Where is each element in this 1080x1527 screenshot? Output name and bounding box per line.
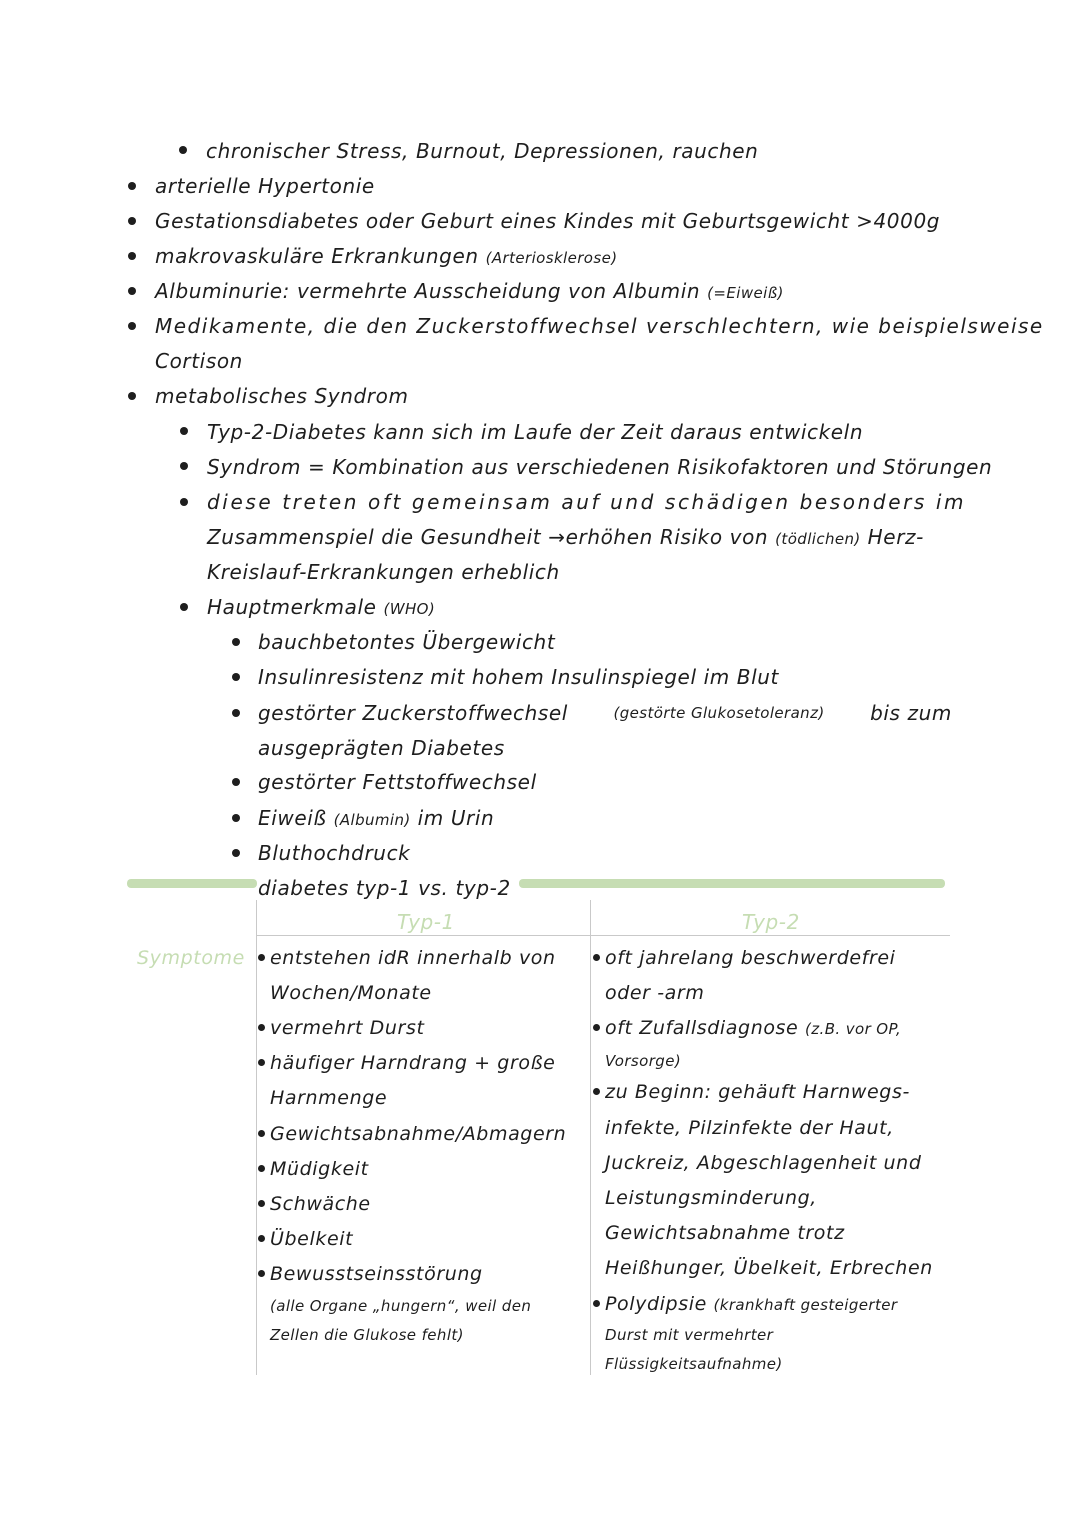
bullet-icon — [232, 814, 240, 822]
list-item-note: (=Eiweiß) — [707, 284, 784, 302]
bullet-icon — [180, 462, 188, 470]
bullet-icon — [179, 146, 187, 154]
table-divider — [256, 900, 257, 1375]
table-divider — [590, 900, 591, 1375]
list-item: Schwäche — [270, 1193, 371, 1215]
list-item-note: Flüssigkeitsaufnahme) — [605, 1355, 783, 1373]
bullet-icon — [258, 1235, 265, 1242]
bullet-icon — [128, 392, 136, 400]
list-item-text: Eiweiß — [258, 806, 327, 830]
list-item — [258, 806, 494, 832]
list-item: entstehen idR innerhalb von — [270, 947, 556, 969]
list-item: Typ-2-Diabetes kann sich im Laufe der Zeit daraus entwickeln — [207, 420, 864, 444]
list-item-continuation: Juckreiz, Abgeschlagenheit und — [605, 1152, 922, 1174]
list-item-note: (Arteriosklerose) — [485, 249, 618, 267]
list-item: Übelkeit — [270, 1228, 354, 1250]
list-item — [155, 279, 784, 305]
bullet-icon — [593, 1024, 600, 1031]
bullet-icon — [180, 603, 188, 611]
list-item-note: (WHO) — [383, 600, 436, 618]
list-item: Bewusstseinsstörung — [270, 1263, 483, 1285]
list-item-continuation: Harnmenge — [270, 1087, 388, 1109]
bullet-icon — [232, 849, 240, 857]
bullet-icon — [593, 1088, 600, 1095]
bullet-icon — [258, 1165, 265, 1172]
list-item-continuation: Kreislauf-Erkrankungen erheblich — [207, 560, 560, 584]
list-item: Müdigkeit — [270, 1158, 369, 1180]
list-item: Syndrom = Kombination aus verschiedenen Risikofaktoren und Störungen — [207, 455, 993, 479]
list-item-note: Vorsorge) — [605, 1052, 682, 1070]
list-item-text: gestörter Zuckerstoffwechsel — [258, 701, 568, 725]
list-item — [155, 244, 617, 270]
list-item: vermehrt Durst — [270, 1017, 425, 1039]
list-item-note: Zellen die Glukose fehlt) — [270, 1326, 464, 1344]
list-item-text: bis zum — [870, 701, 952, 725]
list-item: bauchbetontes Übergewicht — [258, 630, 556, 654]
list-item-note: (tödlichen) — [775, 530, 861, 548]
list-item: chronischer Stress, Burnout, Depressionen, rauchen — [206, 139, 759, 163]
bullet-icon — [258, 954, 265, 961]
list-item: Medikamente, die den Zuckerstoffwechsel verschlechtern, wie beispielsweise — [155, 314, 1044, 338]
bullet-icon — [128, 217, 136, 225]
bullet-icon — [258, 1059, 265, 1066]
list-item-text: Herz- — [867, 525, 924, 549]
list-item-note: (krankhaft gesteigerter — [713, 1296, 898, 1314]
list-item-text: →erhöhen Risiko von — [548, 525, 769, 549]
list-item-text: Albuminurie: vermehrte Ausscheidung von Albumin — [155, 279, 701, 303]
list-item: diese treten oft gemeinsam auf und schädigen besonders im — [207, 490, 967, 514]
list-item-text: oft Zufallsdiagnose — [605, 1017, 799, 1039]
list-item-continuation: Gewichtsabnahme trotz — [605, 1222, 845, 1244]
list-item-continuation: Cortison — [155, 349, 243, 373]
list-item: Gewichtsabnahme/Abmagern — [270, 1123, 567, 1145]
bullet-icon — [258, 1200, 265, 1207]
list-item-continuation: ausgeprägten Diabetes — [258, 736, 505, 760]
list-item-text: Hauptmerkmale — [207, 595, 377, 619]
list-item-text: im Urin — [417, 806, 495, 830]
list-item: Gestationsdiabetes oder Geburt eines Kindes mit Geburtsgewicht >4000g — [155, 209, 941, 233]
bullet-icon — [258, 1270, 265, 1277]
list-item-text: Polydipsie — [605, 1293, 707, 1315]
list-item: Bluthochdruck — [258, 841, 411, 865]
list-item-continuation: Heißhunger, Übelkeit, Erbrechen — [605, 1257, 933, 1279]
list-item: gestörter Fettstoffwechsel — [258, 770, 537, 794]
bullet-icon — [128, 322, 136, 330]
list-item: arterielle Hypertonie — [155, 174, 375, 198]
bullet-icon — [128, 182, 136, 190]
list-item: häufiger Harndrang + große — [270, 1052, 556, 1074]
row-label: Symptome — [137, 947, 245, 969]
bullet-icon — [258, 1130, 265, 1137]
list-item: zu Beginn: gehäuft Harnwegs- — [605, 1081, 910, 1103]
bullet-icon — [232, 778, 240, 786]
bullet-icon — [128, 252, 136, 260]
list-item-note: (z.B. vor OP, — [805, 1020, 902, 1038]
bullet-icon — [593, 954, 600, 961]
bullet-icon — [232, 709, 240, 717]
list-item — [207, 595, 435, 621]
list-item — [258, 701, 952, 725]
bullet-icon — [593, 1300, 600, 1307]
bullet-icon — [232, 673, 240, 681]
list-item-continuation: oder -arm — [605, 982, 705, 1004]
column-header: Typ-2 — [742, 910, 800, 934]
divider — [519, 879, 945, 888]
list-item — [605, 1016, 901, 1041]
column-header: Typ-1 — [397, 910, 455, 934]
list-item: metabolisches Syndrom — [155, 384, 409, 408]
bullet-icon — [128, 287, 136, 295]
list-item: oft jahrelang beschwerdefrei — [605, 947, 896, 969]
list-item — [605, 1292, 897, 1317]
list-item-continuation: Leistungsminderung, — [605, 1187, 817, 1209]
list-item-continuation — [207, 525, 924, 551]
list-item-note: (alle Organe „hungern“, weil den — [270, 1297, 532, 1315]
list-item-note: (gestörte Glukosetoleranz) — [613, 704, 825, 722]
list-item-text: Zusammenspiel die Gesundheit — [207, 525, 542, 549]
bullet-icon — [180, 498, 188, 506]
section-title: diabetes typ-1 vs. typ-2 — [258, 876, 511, 900]
list-item-note: (Albumin) — [333, 811, 411, 829]
bullet-icon — [180, 427, 188, 435]
table-divider — [257, 935, 950, 936]
list-item-text: makrovaskuläre Erkrankungen — [155, 244, 479, 268]
divider — [127, 879, 257, 888]
bullet-icon — [232, 638, 240, 646]
list-item-note: Durst mit vermehrter — [605, 1326, 774, 1344]
bullet-icon — [258, 1024, 265, 1031]
list-item-continuation: infekte, Pilzinfekte der Haut, — [605, 1117, 894, 1139]
list-item: Insulinresistenz mit hohem Insulinspiegel im Blut — [258, 665, 779, 689]
list-item-continuation: Wochen/Monate — [270, 982, 432, 1004]
